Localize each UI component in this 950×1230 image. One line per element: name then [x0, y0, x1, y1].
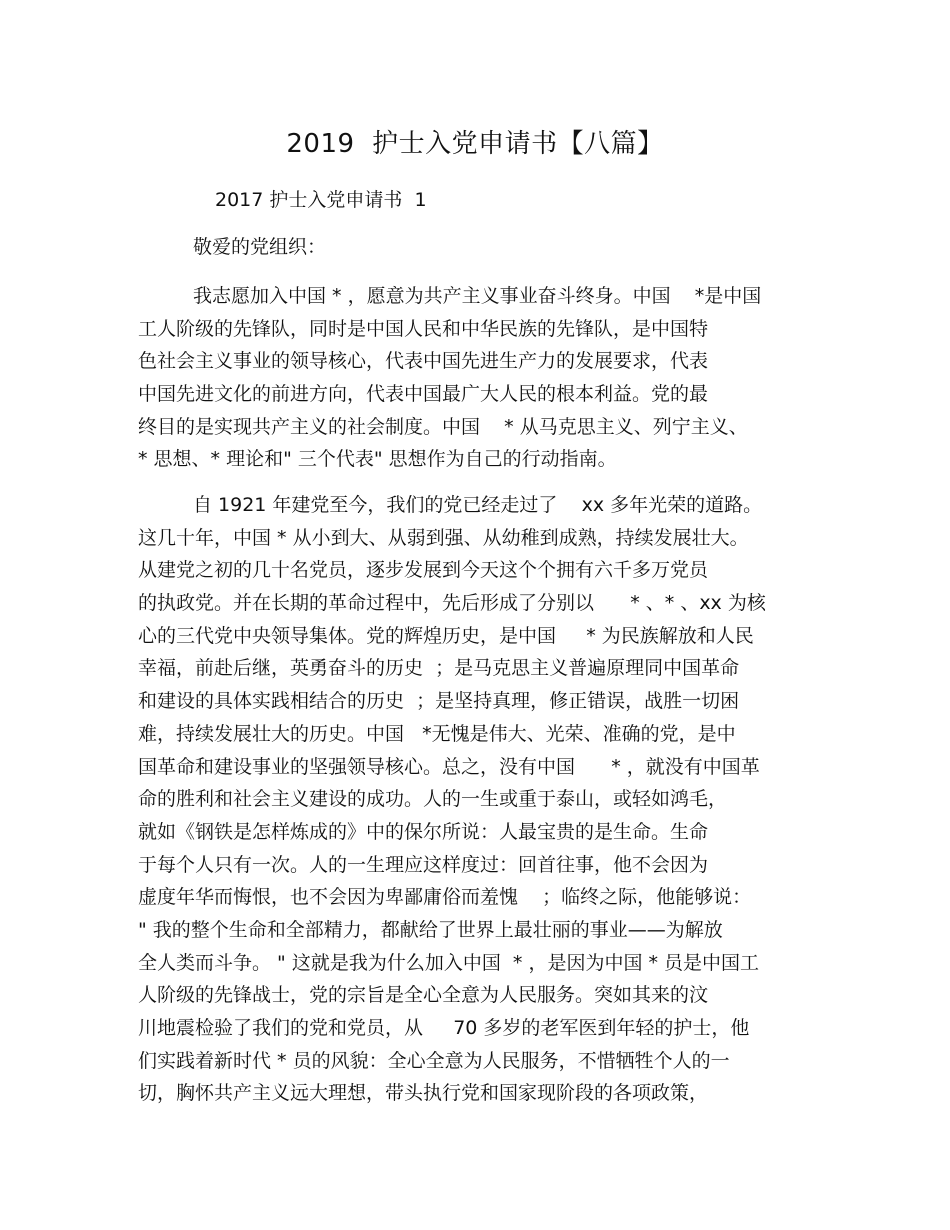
paragraph-line: 人阶级的先锋战士，党的宗旨是全心全意为人民服务。突如其来的汶 — [138, 984, 709, 1007]
paragraph-line: 切，胸怀共产主义远大理想，带头执行党和国家现阶段的各项政策， — [138, 1082, 709, 1105]
paragraph-line: 虚度年华而悔恨，也不会因为卑鄙庸俗而羞愧 ；临终之际，他能够说： — [138, 886, 752, 909]
paragraph-line: 国革命和建设事业的坚强领导核心。总之，没有中国 * ，就没有中国革 — [138, 755, 760, 778]
paragraph-line: 这几十年，中国 * 从小到大、从弱到强、从幼稚到成熟，持续发展壮大。 — [138, 526, 749, 549]
paragraph-line: 工人阶级的先锋队，同时是中国人民和中华民族的先锋队，是中国特 — [138, 317, 709, 340]
document-title: 2019 护士入党申请书【八篇】 — [286, 129, 664, 159]
paragraph-line: 的执政党。并在长期的革命过程中，先后形成了分别以 * 、* 、xx 为核 — [138, 592, 766, 615]
salutation: 敬爱的党组织： — [193, 236, 327, 258]
paragraph-line: 就如《钢铁是怎样炼成的》中的保尔所说：人最宝贵的是生命。生命 — [138, 820, 709, 843]
paragraph-line: 我志愿加入中国 * ，愿意为共产主义事业奋斗终身。中国 *是中国 — [193, 285, 762, 307]
paragraph-line: 于每个人只有一次。人的一生理应这样度过：回首往事，他不会因为 — [138, 853, 709, 876]
paragraph-line: 幸福，前赴后继，英勇奋斗的历史 ；是马克思主义普遍原理同中国革命 — [138, 657, 740, 680]
paragraph-line: 川地震检验了我们的党和党员，从 70 多岁的老军医到年轻的护士，他 — [138, 1017, 750, 1039]
paragraph-line: 自 1921 年建党至今，我们的党已经走过了 xx 多年光荣的道路。 — [193, 494, 763, 516]
paragraph-line: 全人类而斗争。 " 这就是我为什么加入中国 * ，是因为中国 * 员是中国工 — [138, 951, 760, 974]
paragraph-1 — [138, 280, 818, 476]
paragraph-line: 色社会主义事业的领导核心，代表中国先进生产力的发展要求，代表 — [138, 350, 709, 373]
paragraph-line: 心的三代党中央领导集体。党的辉煌历史，是中国 * 为民族解放和人民 — [138, 624, 754, 647]
paragraph-line: 命的胜利和社会主义建设的成功。人的一生或重于泰山，或轻如鸿毛， — [138, 788, 728, 811]
paragraph-line: 中国先进文化的前进方向，代表中国最广大人民的根本利益。党的最 — [138, 383, 709, 406]
paragraph-line: " 我的整个生命和全部精力，都献给了世界上最壮丽的事业——为解放 — [138, 918, 723, 941]
paragraph-line: 们实践着新时代 * 员的风貌：全心全意为人民服务，不惜牺牲个人的一 — [138, 1049, 730, 1072]
paragraph-2 — [138, 489, 818, 1110]
document-subtitle: 2017 护士入党申请书 1 — [215, 189, 427, 211]
paragraph-line: 难，持续发展壮大的历史。中国 *无愧是伟大、光荣、准确的党，是中 — [138, 722, 736, 745]
paragraph-line: * 思想、* 理论和" 三个代表" 思想作为自己的行动指南。 — [138, 448, 617, 471]
paragraph-line: 终目的是实现共产主义的社会制度。中国 * 从马克思主义、列宁主义、 — [138, 415, 748, 438]
paragraph-line: 从建党之初的几十名党员，逐步发展到今天这个个拥有六千多万党员 — [138, 559, 709, 582]
paragraph-line: 和建设的具体实践相结合的历史 ；是坚持真理，修正错误，战胜一切困 — [138, 690, 740, 713]
